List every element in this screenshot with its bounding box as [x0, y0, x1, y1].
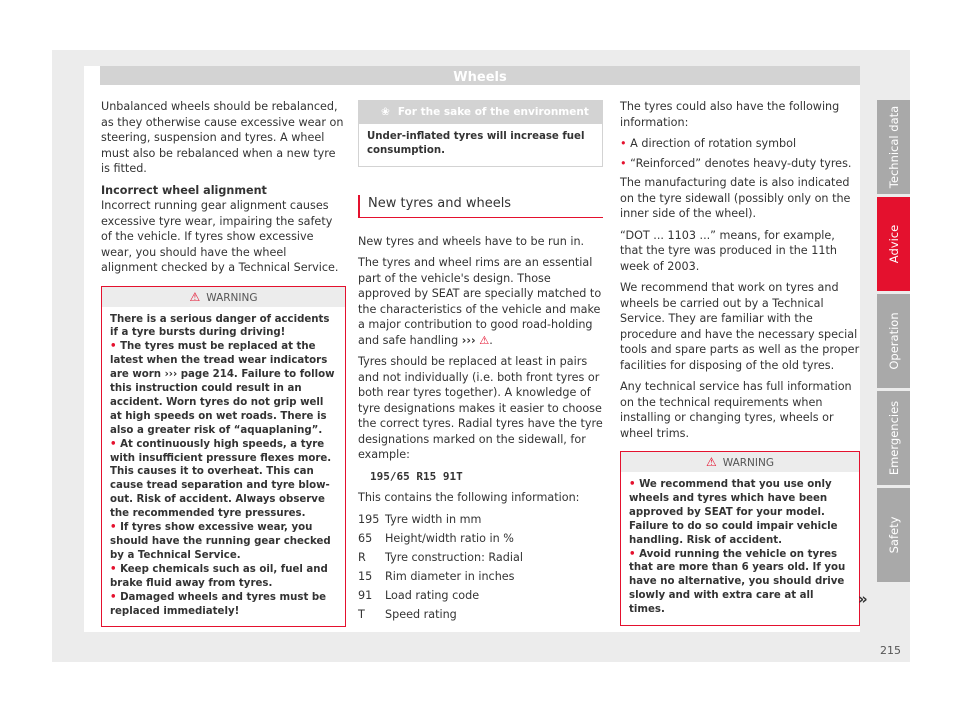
tab-technical-data[interactable]	[877, 100, 910, 194]
bullet-icon: •	[110, 591, 121, 603]
warning-item	[629, 548, 851, 618]
paragraph: New tyres and wheels have to be run in.	[358, 234, 585, 248]
warning-item	[110, 521, 337, 563]
list-item-text: “Reinforced” denotes heavy-duty tyres.	[630, 156, 852, 170]
warning-title: WARNING	[722, 457, 774, 469]
paragraph: The manufacturing date is also indicated on the tyre sidewall (possibly only on the inner side of the wheel).	[620, 176, 851, 220]
tab-label: Technical data	[886, 105, 901, 189]
bullet-icon: •	[110, 563, 121, 575]
warning-body	[621, 472, 859, 625]
environment-icon: ❀	[381, 106, 390, 118]
page-title: Wheels	[453, 70, 507, 85]
warning-item-text: At continuously high speeds, a tyre with insufficient pressure flexes more. This causes it to overheat. This can cause tread separation and tyre blow-out. Risk of accident. Always observe the recommended tyre pressures.	[110, 438, 332, 520]
warning-triangle-icon: ⚠	[189, 289, 201, 304]
warning-header	[102, 287, 345, 307]
warning-triangle-icon: ⚠	[479, 333, 490, 347]
desc-cell: Speed rating	[385, 607, 457, 621]
paragraph: We recommend that work on tyres and wheels be carried out by a Technical Service. They are familiar with the procedure and have the necessary special tools and spare parts as well as the proper facilities for disposing of the old tyres.	[620, 281, 860, 372]
list-item-text: A direction of rotation symbol	[630, 137, 797, 150]
tyre-code-table	[358, 512, 603, 623]
warning-item	[629, 478, 851, 548]
bullet-icon: •	[110, 522, 121, 534]
warning-item	[110, 563, 337, 591]
code-cell: R	[358, 550, 366, 564]
warning-item-text: We recommend that you use only wheels and tyres which have been approved by SEAT for your model. Failure to do so could impair vehicle handling. Risk of accident.	[629, 479, 838, 546]
code-cell: 65	[358, 531, 373, 545]
bullet-icon: •	[629, 479, 640, 490]
bullet-icon: •	[110, 438, 121, 450]
warning-header	[621, 452, 859, 472]
code-cell: 15	[358, 569, 373, 583]
reference-arrow[interactable]: ›››	[461, 333, 476, 347]
warning-item-text: Damaged wheels and tyres must be replaced immediately!	[110, 591, 327, 617]
tab-label: Operation	[886, 312, 901, 370]
bullet-icon: •	[620, 137, 631, 150]
tab-emergencies[interactable]	[877, 391, 910, 485]
warning-item	[110, 438, 337, 521]
tab-label: Emergencies	[886, 400, 901, 476]
section-title	[358, 195, 603, 218]
environment-note-body: Under-inflated tyres will increase fuel consumption.	[367, 131, 585, 156]
warning-box	[101, 286, 346, 628]
section-divider	[358, 217, 603, 218]
warning-triangle-icon: ⚠	[706, 455, 717, 469]
column-left	[101, 99, 346, 627]
warning-item	[110, 591, 337, 619]
paragraph: Tyres should be replaced at least in pairs and not individually (i.e. both front tyres or both rear tyres together). A knowledge of tyre designations makes it easier to choose the correct tyres. Radial tyres have the tyre designations marked on the sidewall, for example:	[358, 355, 603, 462]
environment-note-box	[358, 100, 603, 167]
bullet-icon: •	[620, 156, 631, 170]
warning-item-text: Avoid running the vehicle on tyres that are more than 6 years old. If you have no alternative, you should drive slowly and with extra care at all times.	[629, 548, 846, 616]
desc-cell: Tyre construction: Radial	[385, 550, 523, 564]
tab-safety[interactable]	[877, 488, 910, 582]
desc-cell: Load rating code	[385, 588, 480, 602]
paragraph: Any technical service has full information on the technical requirements when installing or changing tyres, wheels or wheel trims.	[620, 380, 852, 440]
paragraph: “DOT ... 1103 ...” means, for example, that the tyre was produced in the 11th week of 2003.	[620, 228, 837, 273]
paragraph: This contains the following information:	[358, 491, 580, 505]
desc-cell: Tyre width in mm	[385, 512, 482, 526]
warning-item-text: If tyres show excessive wear, you should have the running gear checked by a Technical Service.	[110, 522, 331, 561]
page-reference-link[interactable]: ››› page 214	[164, 369, 234, 381]
paragraph: The tyres could also have the following information:	[620, 100, 840, 129]
tab-advice[interactable]	[877, 197, 910, 291]
column-middle	[358, 100, 603, 622]
warning-item-text: . Failure to follow this instruction could result in an accident. Worn tyres do not grip well at high speeds on wet roads. There is also a greater risk of “aquaplaning”.	[110, 369, 335, 436]
list-item	[620, 136, 860, 152]
continue-arrow-icon: »	[858, 590, 868, 608]
section-title-text: New tyres and wheels	[368, 195, 512, 211]
page-number: 215	[880, 644, 901, 657]
warning-box	[620, 451, 860, 626]
paragraph-text: The tyres and wheel rims are an essential part of the vehicle's design. Those approved by SEAT are specially matched to the characteristics of the vehicle and make a major contribution to good road-holding and safe handling	[358, 256, 602, 347]
side-tab-nav	[877, 100, 910, 585]
warning-item	[110, 340, 337, 437]
warning-title: WARNING	[206, 291, 258, 304]
page-header	[100, 66, 860, 85]
environment-note-header	[359, 101, 602, 124]
warning-item-text: Keep chemicals such as oil, fuel and brake fluid away from tyres.	[110, 563, 328, 589]
tab-label: Safety	[886, 516, 901, 554]
warning-body	[102, 307, 345, 627]
bullet-icon: •	[629, 548, 640, 560]
paragraph: Incorrect running gear alignment causes excessive tyre wear, impairing the safety of the vehicle. If tyres show excessive wear, you should have the wheel alignment checked by a Technical Service.	[101, 199, 339, 274]
code-cell: 91	[358, 588, 373, 602]
warning-intro: There is a serious danger of accidents if a tyre bursts during driving!	[110, 313, 330, 339]
subheading: Incorrect wheel alignment	[101, 183, 267, 197]
tab-label: Advice	[886, 224, 901, 264]
code-cell: 195	[358, 512, 380, 526]
tab-operation[interactable]	[877, 294, 910, 388]
environment-note-title: For the sake of the environment	[397, 106, 589, 118]
tyre-designation: 195/65 R15 91T	[370, 469, 463, 483]
paragraph: Unbalanced wheels should be rebalanced, as they otherwise cause excessive wear on steering, suspension and tyres. A wheel must also be rebalanced when a new tyre is fitted.	[101, 100, 344, 175]
bullet-icon: •	[110, 341, 121, 353]
desc-cell: Rim diameter in inches	[385, 569, 515, 583]
warning-item-text: The tyres must be replaced at the latest when the tread wear indicators are worn	[110, 341, 328, 381]
code-cell: T	[358, 607, 365, 621]
bullet-list	[620, 136, 860, 171]
list-item	[620, 156, 860, 172]
paragraph: The tyres and wheel rims are an essential part of the vehicle's design. Those approved by SEAT are specially matched to the characteristics of the vehicle and make a major contribution to good road-holding and safe handling ››› ⚠.	[358, 256, 602, 347]
desc-cell: Height/width ratio in %	[385, 531, 514, 545]
column-right	[620, 99, 860, 626]
